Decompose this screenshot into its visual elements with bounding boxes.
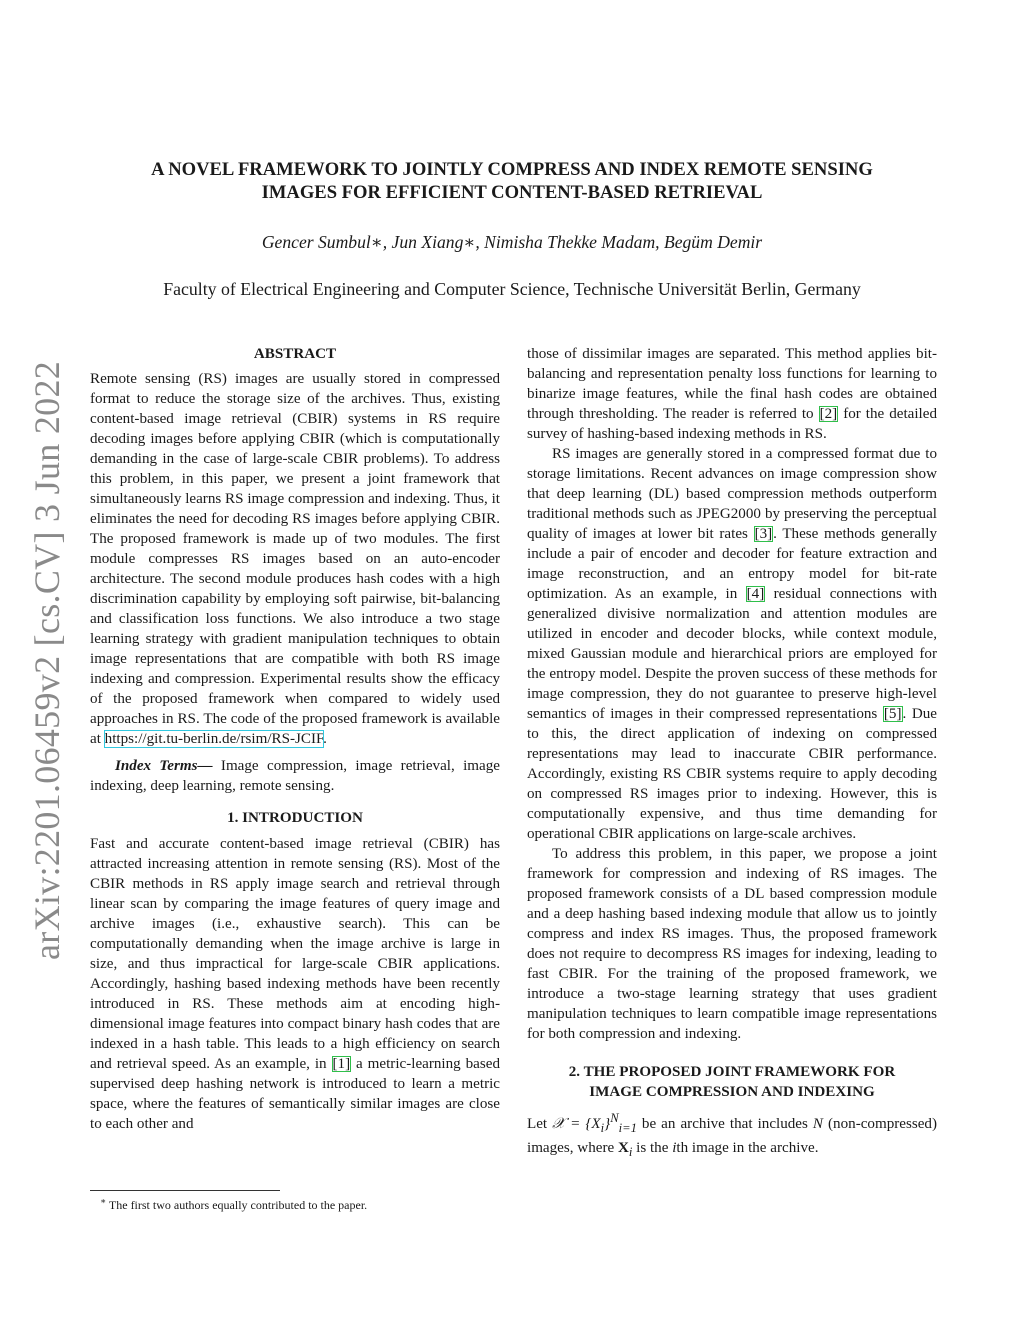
abstract-body: Remote sensing (RS) images are usually stored in compressed format to reduce the storage size of the archives. Thus, existing content-based image retrieval (CBIR) systems in RS require decoding images before applying CBIR (which is computationally demanding in the case of large-scale CBIR problems). To address this problem, in this paper, we present a joint framework that simultaneously learns RS image compression and indexing. Thus, it eliminates the need for decoding RS images before applying CBIR. The proposed framework is made up of two modules. The first module compresses RS images based on an auto-encoder architecture. The second module produces hash codes with a high discrimination capability by employing soft pairwise, bit-balancing and classification loss functions. We also introduce a two stage learning strategy with gradient manipulation techniques to obtain image representations that are compatible with both RS image indexing and compression. Experimental results show the efficacy of the proposed framework when compared to widely used approaches in RS. The code of the proposed framework is available at <box>90 371 500 747</box>
right-p2-b: . These methods generally include a pair of encoder and decoder for feature extraction and image reconstruction, and an entropy model for bit-rate optimization. As an example, in <box>527 526 937 602</box>
right-p1-b: for the detailed survey of hashing-based indexing methods in RS. <box>527 406 937 442</box>
right-p2-c: residual connections with generalized divisive normalization and attention modules are utilized in encoder and decoder blocks, while context module, mixed Gaussian module and hierarchical priors are employed for the entropy model. Despite the proven success of these methods for image compression, they do not guarantee to preserve high-level semantics of images in their compressed representations <box>527 586 938 722</box>
right-paragraph-4 <box>527 1108 937 1162</box>
right-p1-a: those of dissimilar images are separated. This method applies bit-balancing and representation penalty loss functions for learning to binarize image features, while the final hash codes are obtained through thresholding. The reader is referred to <box>527 346 937 422</box>
title-line-1: A NOVEL FRAMEWORK TO JOINTLY COMPRESS AND INDEX REMOTE SENSING <box>151 159 873 180</box>
index-terms-text: Image compression, image retrieval, image indexing, deep learning, remote sensing. <box>90 758 500 794</box>
citation-2-link[interactable]: [2] <box>819 406 838 422</box>
right-p4-c: (non-compressed) images, where <box>527 1116 938 1157</box>
left-column <box>90 344 500 1134</box>
right-p4-e: th image in the archive. <box>676 1140 819 1157</box>
formula-index: i <box>600 1121 605 1136</box>
symbol-i: i <box>672 1140 677 1157</box>
right-column <box>527 344 937 1162</box>
right-paragraph-2 <box>527 444 937 844</box>
formula-set-open: 𝒳 = {X <box>552 1116 601 1133</box>
section-2-heading <box>527 1062 937 1102</box>
formula-lower: i=1 <box>618 1121 637 1136</box>
abstract-end: . <box>323 731 327 747</box>
citation-5-link[interactable]: [5] <box>883 706 902 722</box>
footnote-mark: ∗ <box>100 1196 107 1206</box>
abstract-text <box>90 369 500 749</box>
formula-upper: N <box>610 1111 619 1125</box>
citation-1-link[interactable]: [1] <box>332 1056 351 1072</box>
intro-heading: 1. INTRODUCTION <box>227 810 363 826</box>
right-paragraph-3: To address this problem, in this paper, we propose a joint framework for compression and indexing of RS images. The proposed framework consists of a DL based compression module and a deep hashing based indexing module that allow us to jointly compress and index RS images. Thus, the proposed framework does not require to decompress RS images for indexing, leading to fast CBIR. For the training of the proposed framework, we introduce a two-stage learning strategy that uses gradient manipulation techniques to learn compatible image representations for both compression and indexing. <box>527 846 937 1042</box>
title-line-2: IMAGES FOR EFFICIENT CONTENT-BASED RETRIEVAL <box>261 182 763 203</box>
footnote <box>100 1196 367 1213</box>
footnote-divider <box>90 1190 280 1191</box>
symbol-x-sub: i <box>628 1145 633 1160</box>
archive-set-formula <box>552 1111 637 1136</box>
right-paragraph-1 <box>527 344 937 444</box>
right-p4-a: Let <box>527 1116 553 1133</box>
footnote-text: The first two authors equally contributed to the paper. <box>106 1198 368 1212</box>
section-2-heading-line-1: 2. THE PROPOSED JOINT FRAMEWORK FOR <box>568 1064 896 1080</box>
intro-text-a: Fast and accurate content-based image retrieval (CBIR) has attracted increasing attention in remote sensing (RS). Most of the CBIR methods in RS apply image search and retrieval through linear scan by comparing the image features of query image and archive images (i.e., exhaustive search). This can be computationally demanding when the image archive is large in size, and thus impractical for large-scale CBIR applications. Accordingly, hashing based indexing methods have been recently introduced in RS. These methods aim at encoding high-dimensional image features into compact binary hash codes that are indexed in a hash table. This leads to a high efficiency on search and retrieval speed. As an example, in <box>90 836 500 1072</box>
intro-text-b: a metric-learning based supervised deep hashing network is introduced to learn a metric space, where the features of semantically similar images are close to each other and <box>90 1056 500 1132</box>
abstract-heading: ABSTRACT <box>253 346 337 362</box>
paper-title <box>100 158 924 204</box>
affiliation: Faculty of Electrical Engineering and Computer Science, Technische Universität Berlin, Germany <box>163 279 861 299</box>
citation-4-link[interactable]: [4] <box>746 586 765 602</box>
symbol-n: N <box>812 1116 823 1133</box>
right-p2-a: RS images are generally stored in a compressed format due to storage limitations. Recent advances on image compression show that deep learning (DL) based compression methods outperform traditional methods such as JPEG2000 by preserving the perceptual quality of images at lower bit rates <box>527 446 937 542</box>
index-terms <box>90 756 500 796</box>
intro-paragraph <box>90 834 500 1134</box>
arxiv-identifier: arXiv:2201.06459v2 [cs.CV] 3 Jun 2022 <box>27 360 67 960</box>
right-p4-d: is the <box>632 1140 673 1157</box>
section-2-heading-line-2: IMAGE COMPRESSION AND INDEXING <box>589 1084 875 1100</box>
formula-set-close: } <box>604 1116 611 1133</box>
code-link[interactable]: https://git.tu-berlin.de/rsim/RS-JCIF <box>104 731 324 747</box>
citation-3-link[interactable]: [3] <box>754 526 773 542</box>
index-terms-label: Index Terms— <box>115 758 213 774</box>
right-p4-b: be an archive that includes <box>636 1116 813 1133</box>
author-list: Gencer Sumbul∗, Jun Xiang∗, Nimisha Thekke Madam, Begüm Demir <box>261 232 763 252</box>
right-p2-d: . Due to this, the direct application of indexing on compressed representations may lead to inaccurate CBIR performance. Accordingly, existing RS CBIR systems require to apply decoding on compressed RS images prior to indexing. However, this is computationally expensive, and thus time demanding for operational CBIR applications on large-scale archives. <box>527 706 937 842</box>
symbol-x: X <box>617 1140 629 1157</box>
